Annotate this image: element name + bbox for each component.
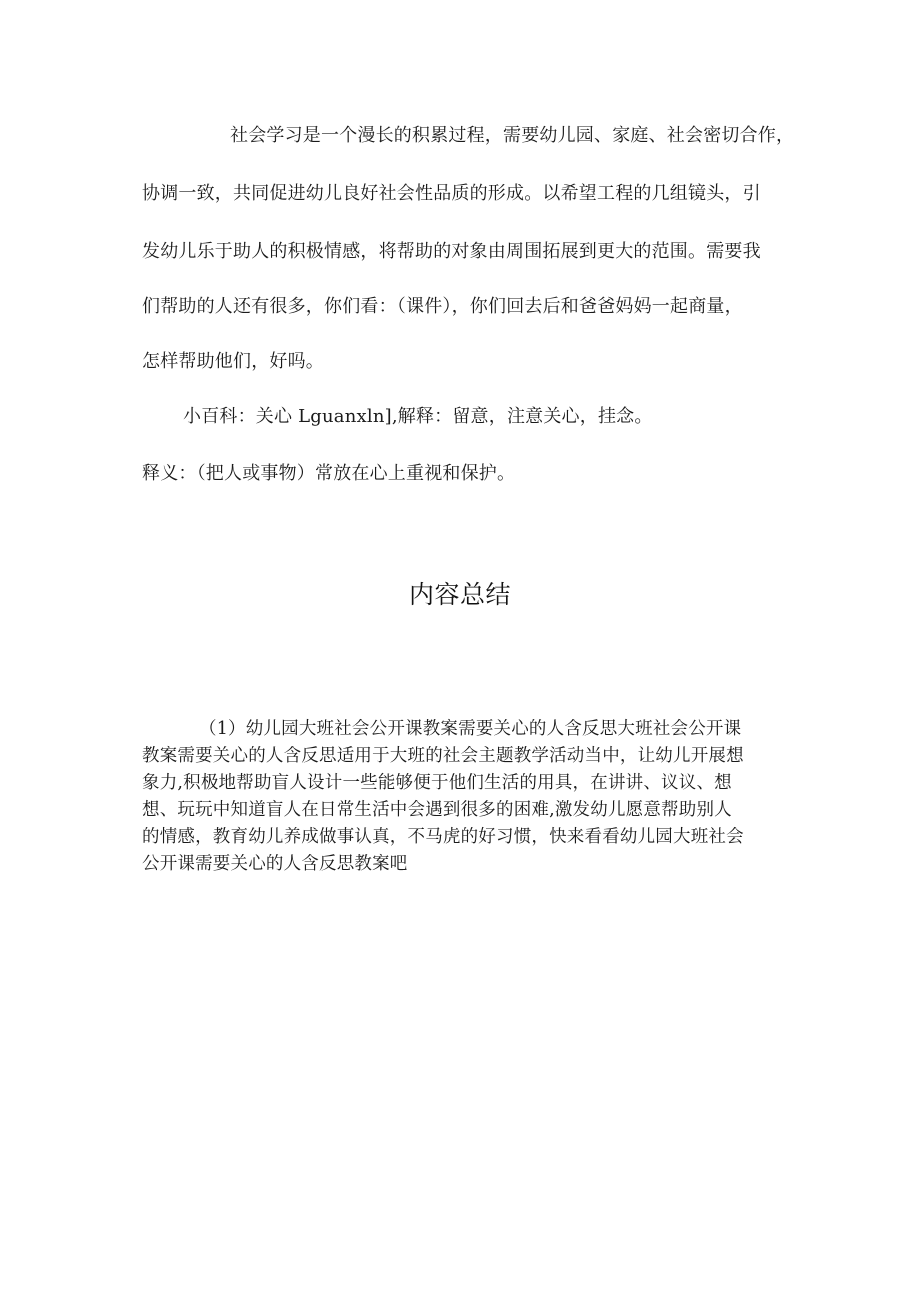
paragraph-line: 发幼儿乐于助人的积极情感，将帮助的对象由周围拓展到更大的范围。需要我	[142, 241, 761, 262]
encyclopedia-definition: 小百科：关心 Lguanxln],解释：留意，注意关心，挂念。	[183, 406, 653, 427]
paragraph-line: 协调一致，共同促进幼儿良好社会性品质的形成。以希望工程的几组镜头，引	[142, 183, 761, 204]
summary-line: （1）幼儿园大班社会公开课教案需要关心的人含反思大班社会公开课	[199, 719, 742, 739]
summary-line: 象力,积极地帮助盲人设计一些能够便于他们生活的用具，在讲讲、议议、想	[142, 773, 732, 793]
paragraph-line: 社会学习是一个漫长的积累过程，需要幼儿园、家庭、社会密切合作，	[230, 125, 795, 146]
encyclopedia-meaning: 释义：（把人或事物）常放在心上重视和保护。	[142, 463, 516, 484]
summary-line: 的情感，教育幼儿养成做事认真，不马虎的好习惯，快来看看幼儿园大班社会	[142, 827, 744, 847]
summary-heading: 内容总结	[408, 580, 511, 609]
paragraph-line: 怎样帮助他们，好吗。	[142, 351, 324, 372]
summary-line: 公开课需要关心的人含反思教案吧	[142, 854, 408, 874]
paragraph-line: 们帮助的人还有很多，你们看：（课件），你们回去后和爸爸妈妈一起商量，	[142, 296, 743, 317]
summary-line: 想、玩玩中知道盲人在日常生活中会遇到很多的困难,激发幼儿愿意帮助别人	[142, 800, 732, 820]
summary-line: 教案需要关心的人含反思适用于大班的社会主题教学活动当中，让幼儿开展想	[142, 746, 744, 766]
